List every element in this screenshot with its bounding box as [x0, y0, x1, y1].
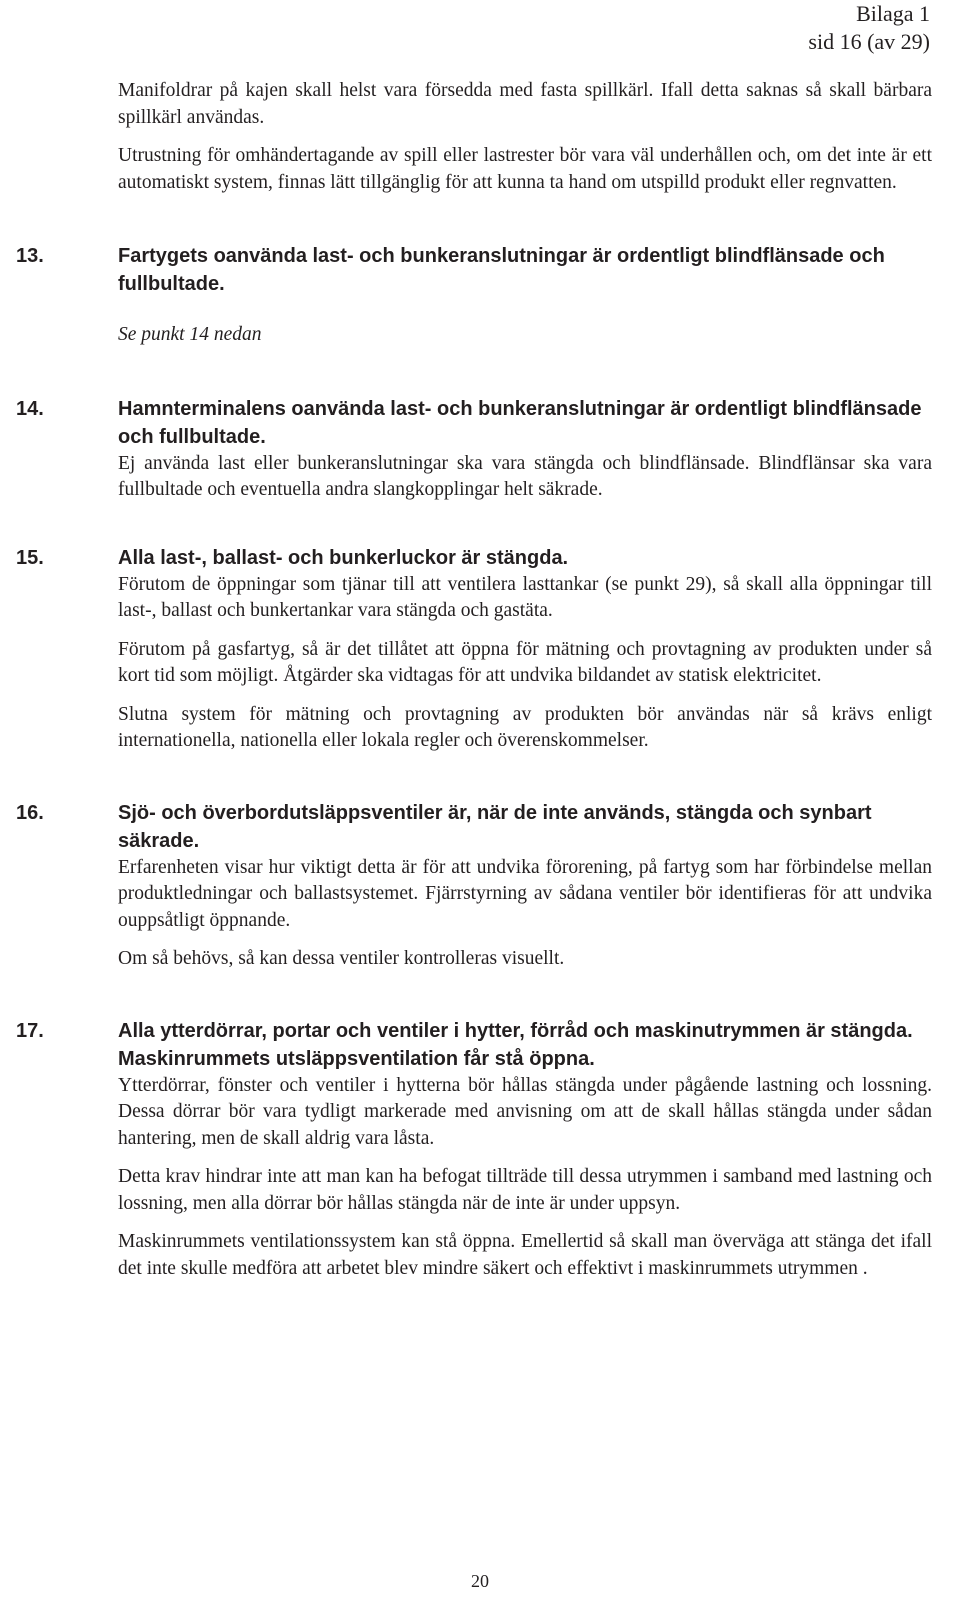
section-16: [16, 799, 932, 973]
intro-paragraph: Manifoldrar på kajen skall helst vara försedda med fasta spillkärl. Ifall detta saknas så skall bärbara spillkärl användas.: [118, 80, 932, 128]
section-heading: Sjö- och överbordutsläppsventiler är, när de inte används, stängda och synbart säkrade.: [118, 801, 872, 852]
section-paragraph: Detta krav hindrar inte att man kan ha befogat tillträde till dessa utrymmen i samband med lastning och lossning, men alla dörrar bör hållas stängda när de inte är under uppsyn.: [118, 1166, 932, 1214]
section-paragraph: Förutom de öppningar som tjänar till att ventilera lasttankar (se punkt 29), så skall alla öppningar till last-, ballast och bunkertankar vara stängda och gastäta.: [118, 573, 932, 621]
section-paragraph: Erfarenheten visar hur viktigt detta är för att undvika förorening, på fartyg som har förbindelse mellan produktledningar och ballastsystemet. Fjärrstyrning av sådana ventiler bör identifieras för att undvika ouppsåtligt öppnande.: [118, 856, 932, 931]
section-paragraph: Förutom på gasfartyg, så är det tillåtet att öppna för mätning och provtagning av produkten under så kort tid som möjligt. Åtgärder ska vidtagas för att undvika bildandet av statisk elektricitet.: [118, 638, 932, 686]
section-13: [16, 242, 932, 349]
section-paragraph: Maskinrummets ventilationssystem kan stå öppna. Emellertid så skall man överväga att stänga det ifall det inte skulle medföra att arbetet blev mindre säkert och effektivt i maskinrummets utrymmen .: [118, 1231, 932, 1279]
document-body: [16, 78, 932, 1294]
section-paragraph: Ej använda last eller bunkeranslutningar ska vara stängda och blindflänsade. Blindflänsar ska vara fullbultade och eventuella andra slangkopplingar helt säkrade.: [118, 452, 932, 500]
section-note: Se punkt 14 nedan: [118, 324, 262, 345]
page-header: [808, 0, 930, 56]
section-heading: Hamnterminalens oanvända last- och bunkeranslutningar är ordentligt blindflänsade och fullbultade.: [118, 397, 922, 448]
intro-paragraph: Utrustning för omhändertagande av spill eller lastrester bör vara väl underhållen och, om det inte är ett automatiskt system, finnas lätt tillgänglig för att kunna ta hand om utspilld produkt eller regnvatten.: [118, 145, 932, 193]
section-number: 13.: [16, 245, 44, 267]
section-number: 15.: [16, 546, 44, 569]
page-number: 20: [471, 1571, 489, 1591]
section-15: [16, 544, 932, 755]
section-heading: Fartygets oanvända last- och bunkeranslutningar är ordentligt blindflänsade och fullbultade.: [118, 245, 885, 295]
section-paragraph: Slutna system för mätning och provtagning av produkten bör användas när så krävs enligt internationella, nationella eller lokala regler och överenskommelser.: [118, 703, 932, 751]
section-number: 16.: [16, 801, 44, 824]
section-number: 17.: [16, 1019, 44, 1042]
page-reference: sid 16 (av 29): [808, 29, 930, 54]
section-heading: Alla ytterdörrar, portar och ventiler i hytter, förråd och maskinutrymmen är stängda. Maskinrummets utsläppsventilation får stå öppna.: [118, 1019, 913, 1070]
section-heading: Alla last-, ballast- och bunkerluckor är stängda.: [118, 546, 569, 569]
section-paragraph: Om så behövs, så kan dessa ventiler kontrolleras visuellt.: [118, 948, 565, 969]
appendix-label: Bilaga 1: [856, 1, 930, 26]
section-14: [16, 395, 932, 504]
section-number: 14.: [16, 397, 44, 420]
section-17: [16, 1017, 932, 1283]
section-paragraph: Ytterdörrar, fönster och ventiler i hytterna bör hållas stängda under pågående lastning och lossning. Dessa dörrar bör vara tydligt markerade med anvisning om att de skall hållas stängda under sådan hantering, men de skall aldrig vara låsta.: [118, 1074, 932, 1149]
